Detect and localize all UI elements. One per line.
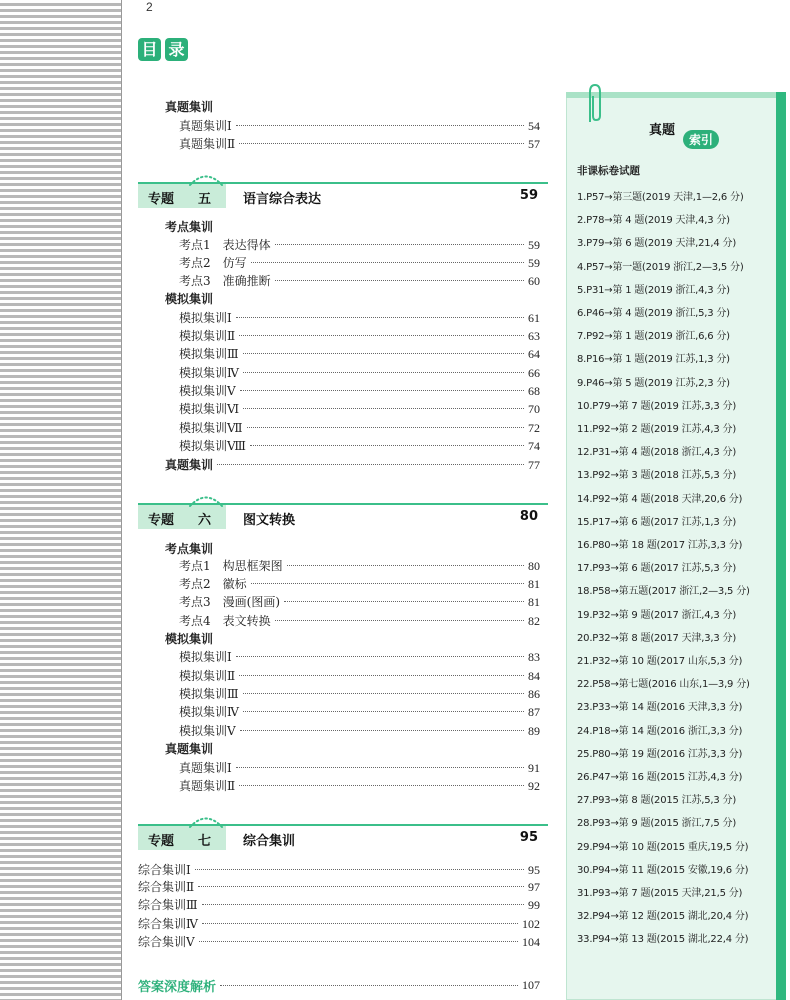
entry-page: 77: [528, 458, 540, 472]
index-item[interactable]: 22.P58→第七题(2016 山东,1—3,9 分): [577, 679, 750, 691]
entry-page: 72: [528, 421, 540, 435]
topic-5-header[interactable]: [138, 182, 548, 208]
index-item[interactable]: 3.P79→第 6 题(2019 天津,21,4 分): [577, 238, 737, 250]
index-item[interactable]: 29.P94→第 10 题(2015 重庆,19,5 分): [577, 841, 749, 853]
toc-entry[interactable]: [179, 703, 540, 721]
entry-page: 89: [528, 724, 540, 738]
entry-label: 模拟集训Ⅲ: [179, 347, 239, 361]
entry-label: 模拟集训Ⅳ: [179, 366, 239, 380]
index-item[interactable]: 15.P17→第 6 题(2017 江苏,1,3 分): [577, 516, 737, 528]
index-item[interactable]: 33.P94→第 13 题(2015 湖北,22,4 分): [577, 934, 749, 946]
entry-label: 真题集训: [165, 458, 214, 472]
paperclip-icon: [584, 82, 606, 128]
index-item[interactable]: 17.P93→第 6 题(2017 江苏,5,3 分): [577, 563, 737, 575]
entry-page: 74: [528, 439, 540, 453]
index-item[interactable]: 18.P58→第五题(2017 浙江,2—3,5 分): [577, 586, 750, 598]
entry-page: 61: [528, 311, 540, 325]
index-item[interactable]: 9.P46→第 5 题(2019 江苏,2,3 分): [577, 377, 730, 389]
badge-sub-text: 索引: [683, 130, 719, 149]
toc-entry[interactable]: [179, 236, 540, 254]
toc-entry[interactable]: [138, 878, 540, 896]
leader-dots: [220, 985, 518, 986]
toc-entry[interactable]: [179, 419, 540, 437]
topic-tag-label: 专题: [148, 192, 175, 207]
topic-6-header[interactable]: [138, 503, 548, 529]
badge-main-text: 真题: [649, 123, 676, 138]
index-item[interactable]: 10.P79→第 7 题(2019 江苏,3,3 分): [577, 400, 737, 412]
entry-label: 考点2 仿写: [179, 256, 247, 270]
toc-entry-bold[interactable]: [165, 456, 540, 474]
entry-label: 真题集训Ⅱ: [179, 137, 236, 151]
entry-page: 80: [528, 559, 540, 573]
index-item[interactable]: 7.P92→第 1 题(2019 浙江,6,6 分): [577, 331, 730, 343]
toc-entry[interactable]: [138, 933, 540, 951]
entry-page: 97: [528, 880, 540, 894]
entry-label: 考点4 表文转换: [179, 614, 271, 628]
leader-dots: [243, 408, 524, 409]
leader-dots: [239, 785, 524, 786]
entry-page: 70: [528, 402, 540, 416]
topic-tag-label: 专题: [148, 834, 175, 849]
group-heading: 考点集训: [165, 542, 214, 556]
group-heading: 真题集训: [165, 742, 214, 756]
topic-tag-label: 专题: [148, 513, 175, 528]
index-item[interactable]: 19.P32→第 9 题(2017 浙江,4,3 分): [577, 609, 737, 621]
index-item[interactable]: 14.P92→第 4 题(2018 天津,20,6 分): [577, 493, 743, 505]
topic-7-header[interactable]: [138, 824, 548, 850]
leader-dots: [275, 280, 524, 281]
index-heading: 非课标卷试题: [577, 165, 640, 177]
topic-number: 六: [198, 513, 212, 528]
leader-dots: [239, 335, 524, 336]
index-item[interactable]: 16.P80→第 18 题(2017 江苏,3,3 分): [577, 540, 743, 551]
entry-page: 81: [528, 595, 540, 609]
toc-entry[interactable]: [179, 272, 540, 290]
entry-label: 模拟集训Ⅰ: [179, 311, 232, 325]
index-item[interactable]: 12.P31→第 4 题(2018 浙江,4,3 分): [577, 447, 737, 459]
toc-entry[interactable]: [179, 759, 540, 777]
entry-label: 综合集训Ⅴ: [138, 935, 195, 949]
group-heading: 模拟集训: [165, 632, 214, 646]
entry-page: 81: [528, 577, 540, 591]
entry-page: 91: [528, 761, 540, 775]
leader-dots: [275, 620, 524, 621]
leader-dots: [202, 923, 518, 924]
entry-page: 84: [528, 669, 540, 683]
leader-dots: [243, 353, 524, 354]
topic-page: 80: [519, 509, 538, 524]
entry-label: 模拟集训Ⅳ: [179, 705, 239, 719]
entry-page: 83: [528, 650, 540, 664]
index-item[interactable]: 30.P94→第 11 题(2015 安徽,19,6 分): [577, 864, 749, 876]
entry-label: 综合集训Ⅰ: [138, 863, 191, 877]
entry-page: 104: [522, 935, 540, 949]
entry-page: 86: [528, 687, 540, 701]
entry-label: 真题集训Ⅰ: [179, 761, 232, 775]
entry-label: 真题集训Ⅰ: [179, 119, 232, 133]
index-item[interactable]: 1.P57→第三题(2019 天津,1—2,6 分): [577, 192, 744, 203]
index-item[interactable]: 21.P32→第 10 题(2017 山东,5,3 分): [577, 656, 743, 667]
leader-dots: [243, 372, 524, 373]
entry-page: 87: [528, 705, 540, 719]
entry-page: 66: [528, 366, 540, 380]
index-item[interactable]: 2.P78→第 4 题(2019 天津,4,3 分): [577, 215, 730, 227]
leader-dots: [243, 693, 524, 694]
entry-page: 68: [528, 384, 540, 398]
panel-edge-strip: [776, 92, 786, 1000]
topic-number: 七: [198, 834, 212, 849]
entry-label: 模拟集训Ⅵ: [179, 402, 240, 416]
entry-page: 59: [528, 238, 540, 252]
entry-label: 模拟集训Ⅱ: [179, 669, 236, 683]
entry-label: 综合集训Ⅳ: [138, 917, 198, 931]
entry-label: 考点2 徽标: [179, 577, 247, 591]
dot-arc-decoration: [188, 172, 224, 186]
answer-entry[interactable]: [138, 976, 540, 994]
index-item[interactable]: 28.P93→第 9 题(2015 浙江,7,5 分): [577, 818, 737, 830]
topic-title: 综合集训: [243, 834, 296, 849]
toc-entry[interactable]: [179, 400, 540, 418]
toc-entry[interactable]: [179, 667, 540, 685]
leader-dots: [247, 427, 525, 428]
index-item[interactable]: 13.P92→第 3 题(2018 江苏,5,3 分): [577, 470, 737, 482]
toc-title-char-1: 目: [138, 38, 161, 61]
leader-dots: [243, 711, 524, 712]
entry-page: 99: [528, 898, 540, 912]
entry-label: 模拟集训Ⅲ: [179, 687, 239, 701]
leader-dots: [198, 886, 524, 887]
leader-dots: [239, 143, 524, 144]
leader-dots: [275, 244, 524, 245]
index-item[interactable]: 23.P33→第 14 题(2016 天津,3,3 分): [577, 702, 743, 714]
index-item[interactable]: 27.P93→第 8 题(2015 江苏,5,3 分): [577, 795, 737, 807]
topic-title: 图文转换: [243, 513, 296, 528]
toc-title: [138, 38, 188, 61]
entry-label: 模拟集训Ⅶ: [179, 421, 243, 435]
answer-page: 107: [522, 977, 540, 992]
index-item[interactable]: 5.P31→第 1 题(2019 浙江,4,3 分): [577, 284, 730, 296]
toc-entry[interactable]: [179, 557, 540, 575]
toc-entry[interactable]: [179, 117, 540, 135]
topic-title: 语言综合表达: [243, 192, 322, 207]
leader-dots: [217, 464, 524, 465]
leader-dots: [236, 767, 524, 768]
toc-entry[interactable]: [179, 722, 540, 740]
entry-label: 模拟集训Ⅴ: [179, 384, 236, 398]
group-heading: 真题集训: [165, 100, 214, 114]
leader-dots: [250, 445, 524, 446]
answer-label: 答案深度解析: [138, 979, 217, 995]
exam-index-panel: [566, 92, 786, 1000]
toc-entry[interactable]: [179, 593, 540, 611]
toc-entry[interactable]: [179, 575, 540, 593]
toc-title-char-2: 录: [165, 38, 188, 61]
leader-dots: [199, 941, 518, 942]
entry-label: 考点3 漫画(图画): [179, 595, 280, 609]
entry-label: 考点1 表达得体: [179, 238, 271, 252]
toc-entry[interactable]: [179, 777, 540, 795]
entry-page: 92: [528, 779, 540, 793]
entry-page: 60: [528, 274, 540, 288]
leader-dots: [284, 601, 524, 602]
toc-entry[interactable]: [179, 327, 540, 345]
leader-dots: [240, 730, 524, 731]
toc-entry[interactable]: [179, 309, 540, 327]
leader-dots: [202, 904, 524, 905]
toc-entry[interactable]: [179, 345, 540, 363]
toc-entry[interactable]: [179, 135, 540, 153]
index-item[interactable]: 26.P47→第 16 题(2015 江苏,4,3 分): [577, 772, 743, 783]
index-item[interactable]: 8.P16→第 1 题(2019 江苏,1,3 分): [577, 354, 730, 366]
entry-page: 59: [528, 256, 540, 270]
toc-entry[interactable]: [179, 254, 540, 272]
entry-page: 95: [528, 863, 540, 877]
leader-dots: [251, 583, 524, 584]
entry-page: 57: [528, 137, 540, 151]
index-item[interactable]: 4.P57→第一题(2019 浙江,2—3,5 分): [577, 261, 744, 273]
toc-entry[interactable]: [138, 861, 540, 879]
toc-entry[interactable]: [179, 382, 540, 400]
toc-entry[interactable]: [179, 364, 540, 382]
entry-label: 模拟集训Ⅱ: [179, 329, 236, 343]
leader-dots: [236, 125, 524, 126]
dot-arc-decoration: [188, 493, 224, 507]
index-item[interactable]: 20.P32→第 8 题(2017 天津,3,3 分): [577, 632, 737, 644]
leader-dots: [236, 317, 524, 318]
leader-dots: [240, 390, 524, 391]
entry-label: 模拟集训Ⅴ: [179, 724, 236, 738]
toc-entry[interactable]: [179, 648, 540, 666]
toc-entry[interactable]: [179, 685, 540, 703]
entry-page: 82: [528, 614, 540, 628]
index-item[interactable]: 11.P92→第 2 题(2019 江苏,4,3 分): [577, 424, 737, 435]
toc-entry[interactable]: [179, 437, 540, 455]
index-badge: [649, 119, 739, 147]
topic-number: 五: [198, 192, 212, 207]
leader-dots: [195, 869, 524, 870]
group-heading: 模拟集训: [165, 292, 214, 306]
index-item[interactable]: 6.P46→第 4 题(2019 浙江,5,3 分): [577, 308, 730, 319]
entry-page: 102: [522, 917, 540, 931]
entry-label: 考点3 准确推断: [179, 274, 271, 288]
index-item[interactable]: 25.P80→第 19 题(2016 江苏,3,3 分): [577, 748, 743, 760]
group-heading: 考点集训: [165, 220, 214, 234]
entry-label: 综合集训Ⅱ: [138, 880, 195, 894]
toc-entry[interactable]: [138, 915, 540, 933]
page-number: 2: [146, 0, 153, 14]
toc-entry[interactable]: [179, 612, 540, 630]
index-item[interactable]: 32.P94→第 12 题(2015 湖北,20,4 分): [577, 911, 749, 923]
entry-label: 真题集训Ⅱ: [179, 779, 236, 793]
topic-page: 59: [519, 188, 538, 203]
entry-label: 模拟集训Ⅷ: [179, 439, 246, 453]
index-item[interactable]: 31.P93→第 7 题(2015 天津,21,5 分): [577, 888, 743, 899]
entry-page: 63: [528, 329, 540, 343]
entry-label: 模拟集训Ⅰ: [179, 650, 232, 664]
leader-dots: [239, 675, 524, 676]
entry-page: 54: [528, 119, 540, 133]
dot-arc-decoration: [188, 814, 224, 828]
topic-page: 95: [519, 830, 538, 845]
leader-dots: [287, 565, 524, 566]
entry-label: 考点1 构思框架图: [179, 559, 283, 573]
leader-dots: [251, 262, 524, 263]
book-spine-stripes: [0, 0, 122, 1000]
toc-entry[interactable]: [138, 896, 540, 914]
entry-label: 综合集训Ⅲ: [138, 898, 198, 912]
entry-page: 64: [528, 347, 540, 361]
index-item[interactable]: 24.P18→第 14 题(2016 浙江,3,3 分): [577, 725, 743, 737]
leader-dots: [236, 656, 524, 657]
